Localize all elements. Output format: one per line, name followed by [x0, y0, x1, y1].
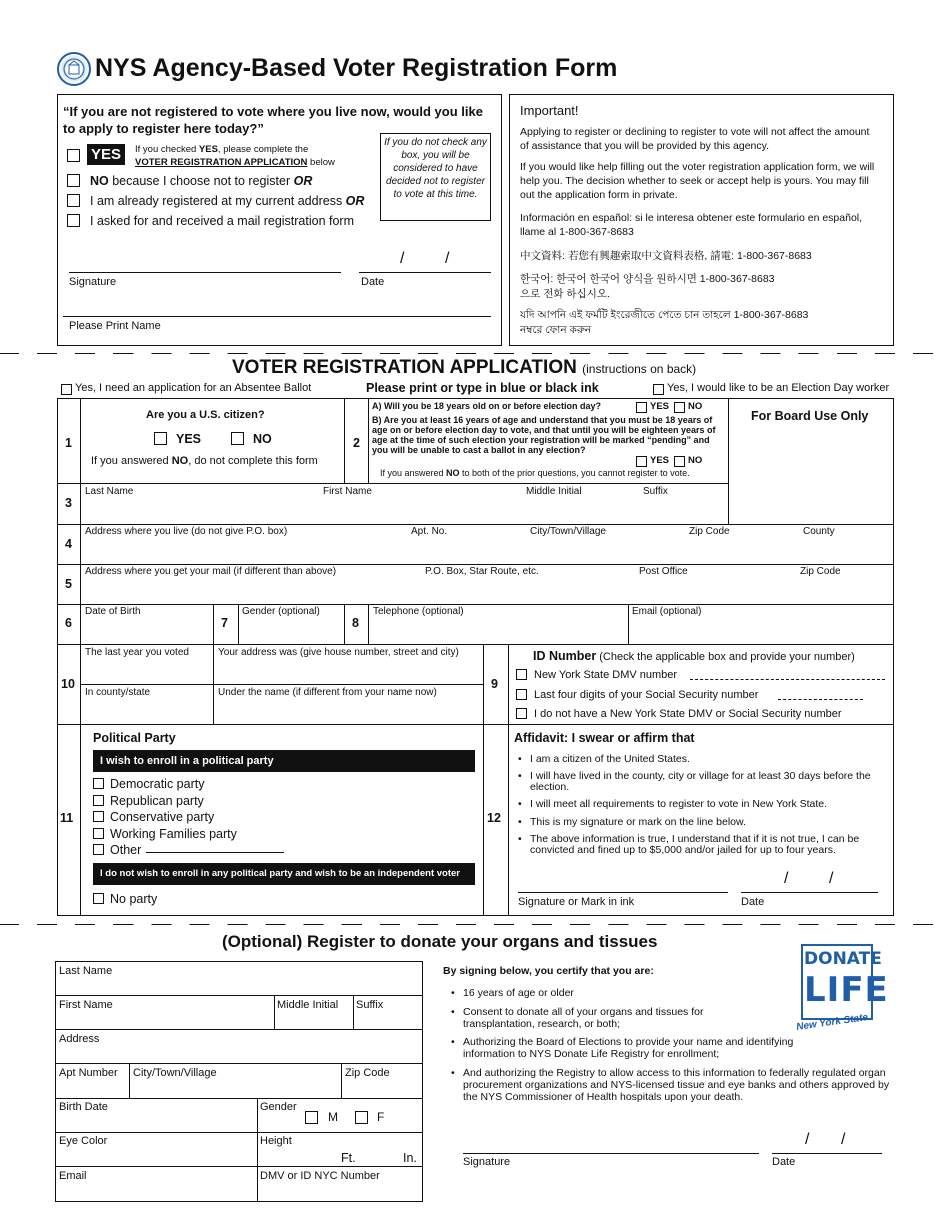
- organ-signature-input[interactable]: [463, 1126, 759, 1152]
- affidavit-title: Affidavit: I swear or affirm that: [514, 731, 695, 745]
- organ-apt-label: Apt Number: [59, 1067, 118, 1079]
- poll-worker-checkbox[interactable]: [653, 384, 664, 395]
- board-use-label: For Board Use Only: [751, 409, 869, 423]
- age-question-a: A) Will you be 18 years old on or before election day?: [372, 401, 601, 411]
- gender-f-label: F: [377, 1110, 385, 1124]
- field-number: 12: [487, 811, 501, 825]
- party-label: Republican party: [110, 793, 204, 808]
- organ-email-label: Email: [59, 1170, 87, 1182]
- party-label: Other: [110, 843, 142, 857]
- party-checkbox[interactable]: [93, 778, 104, 789]
- yes-checkbox[interactable]: [67, 149, 80, 162]
- organ-gender-label: Gender: [260, 1101, 297, 1113]
- mail-form-label: I asked for and received a mail registration form: [90, 214, 355, 228]
- independent-bar: I do not wish to enroll in any political party and wish to be an independent voter: [93, 863, 475, 885]
- no-option-label: NO because I choose not to register OR: [90, 174, 313, 188]
- date-slash: /: [829, 870, 834, 887]
- sig-mark-label: Signature or Mark in ink: [518, 896, 635, 908]
- field-number: 7: [221, 616, 228, 630]
- spanish-info: Información en español: si le interesa obtener este formulario en español, llame al 1-800-367-8683: [520, 212, 863, 238]
- party-checkbox[interactable]: [93, 795, 104, 806]
- citizen-yes-checkbox[interactable]: [154, 432, 167, 445]
- organ-bullet: • Consent to donate all of your organs and tissues for transplantation, research, or both;: [451, 1006, 751, 1030]
- field-number: 1: [65, 436, 72, 450]
- affidavit-item: • I will meet all requirements to register to vote in New York State.: [518, 798, 883, 810]
- party-checkbox[interactable]: [93, 811, 104, 822]
- cut-line: [0, 924, 950, 925]
- date-label: Date: [361, 276, 385, 288]
- absentee-label: Yes, I need an application for an Absentee Ballot: [75, 382, 312, 394]
- ssn-input[interactable]: [778, 692, 863, 700]
- id-none-label: I do not have a New York State DMV or Social Security number: [534, 708, 842, 720]
- party-label: Working Families party: [110, 826, 237, 841]
- dob-label: Date of Birth: [85, 606, 141, 617]
- affidavit-item: • I will have lived in the county, city or village for at least 30 days before the election.: [518, 771, 883, 793]
- field-number: 9: [491, 677, 498, 691]
- age-a-no-checkbox[interactable]: [674, 402, 685, 413]
- age-a-yes-label: YES: [650, 401, 670, 412]
- affidavit-item: • This is my signature or mark on the line below.: [518, 816, 883, 828]
- age-question-b: B) Are you at least 16 years of age and understand that you must be 18 years of age on or before election day to vote, and that until you will be eighteen years of age at the time of such election your registration will be marked “pending” and you will be unable to cast a ballot in any election?: [372, 415, 716, 455]
- party-title: Political Party: [93, 731, 176, 745]
- field-number: 10: [61, 677, 75, 691]
- county-label: County: [803, 526, 835, 537]
- no-check-note: If you do not check any box, you will be considered to have decided not to register to vote at this time.: [384, 137, 487, 200]
- age-b-yes-label: YES: [650, 455, 670, 466]
- print-name-label: Please Print Name: [69, 320, 161, 332]
- prev-name-label: Under the name (if different from your name now): [218, 687, 437, 698]
- field-number: 11: [60, 811, 74, 825]
- height-ft-label: Ft.: [341, 1151, 356, 1165]
- cut-line: [0, 353, 950, 354]
- organ-city-label: City/Town/Village: [133, 1067, 217, 1079]
- affidavit-signature-input[interactable]: [518, 866, 728, 891]
- party-label: Democratic party: [110, 777, 205, 791]
- date-slash: /: [445, 250, 450, 267]
- field-number: 6: [65, 616, 72, 630]
- organ-title: (Optional) Register to donate your organs and tissues: [222, 932, 658, 951]
- citizen-question: Are you a U.S. citizen?: [146, 409, 265, 421]
- application-title: VOTER REGISTRATION APPLICATION (instructions on back): [232, 357, 697, 378]
- prev-address-label: Your address was (give house number, street and city): [218, 647, 459, 658]
- yes-note: If you checked YES, please complete the VOTER REGISTRATION APPLICATION below: [135, 144, 335, 168]
- signature-label: Signature: [69, 276, 117, 288]
- poll-worker-label: Yes, I would like to be an Election Day worker: [667, 382, 890, 394]
- mail-form-checkbox[interactable]: [67, 214, 80, 227]
- age-note: If you answered NO to both of the prior questions, you cannot register to vote.: [380, 468, 690, 478]
- citizen-no-checkbox[interactable]: [231, 432, 244, 445]
- absentee-checkbox[interactable]: [61, 384, 72, 395]
- affidavit-item: • I am a citizen of the United States.: [518, 753, 883, 765]
- telephone-label: Telephone (optional): [373, 606, 464, 617]
- address-live-input[interactable]: [82, 538, 892, 562]
- yes-badge: YES: [87, 144, 125, 165]
- already-registered-checkbox[interactable]: [67, 194, 80, 207]
- no-checkbox[interactable]: [67, 174, 80, 187]
- party-label: Conservative party: [110, 810, 215, 824]
- organ-bullet: • 16 years of age or older: [451, 987, 781, 999]
- organ-last-name-label: Last Name: [59, 965, 113, 977]
- party-enroll-bar: I wish to enroll in a political party: [93, 750, 475, 772]
- middle-initial-label: Middle Initial: [526, 486, 582, 497]
- organ-bullet: • Authorizing the Board of Elections to provide your name and identifying information to NYS Donate Life Registry for enrollment;: [451, 1036, 811, 1060]
- name-input[interactable]: [82, 498, 726, 522]
- party-checkbox[interactable]: [93, 828, 104, 839]
- gender-m-label: M: [328, 1110, 338, 1124]
- address-mail-label: Address where you get your mail (if different than above): [85, 566, 337, 577]
- email-label: Email (optional): [632, 606, 702, 617]
- id-dmv-label: New York State DMV number: [534, 669, 678, 681]
- important-p1: Applying to register or declining to register to vote will not affect the amount of assistance that you will be provided by this agency.: [520, 126, 870, 152]
- important-title: Important!: [520, 103, 579, 118]
- offer-question: “If you are not registered to vote where you live now, would you like to apply to register here today?”: [63, 104, 483, 136]
- korean-info: 한국어: 한국어 한국어 양식을 원하시면 1-800-367-8683 으로 전화 하십시오.: [520, 273, 775, 300]
- age-b-no-checkbox[interactable]: [674, 456, 685, 467]
- date-slash: /: [841, 1131, 846, 1148]
- gender-f-checkbox[interactable]: [355, 1111, 368, 1124]
- age-a-yes-checkbox[interactable]: [636, 402, 647, 413]
- first-name-label: First Name: [323, 486, 372, 497]
- id-ssn-label: Last four digits of your Social Security number: [534, 689, 759, 701]
- organ-suffix-label: Suffix: [356, 999, 384, 1011]
- county-state-label: In county/state: [85, 687, 151, 698]
- page-title: NYS Agency-Based Voter Registration Form: [95, 54, 618, 82]
- last-voted-label: The last year you voted: [85, 647, 189, 658]
- organ-dmv-label: DMV or ID NYC Number: [260, 1170, 380, 1182]
- zip-label: Zip Code: [689, 526, 730, 537]
- other-party-input[interactable]: [146, 838, 284, 853]
- dmv-number-input[interactable]: [690, 672, 885, 680]
- organ-zip-label: Zip Code: [345, 1067, 390, 1079]
- last-name-label: Last Name: [85, 486, 134, 497]
- age-a-no-label: NO: [688, 401, 703, 412]
- affidavit-item: • The above information is true, I understand that if it is not true, I can be convicted and fined up to $5,000 and/or jailed for up to four years.: [518, 834, 883, 856]
- organ-signature-label: Signature: [463, 1156, 511, 1168]
- field-number: 4: [65, 537, 72, 551]
- post-office-label: Post Office: [639, 566, 688, 577]
- date-slash: /: [400, 250, 405, 267]
- citizen-yes-label: YES: [176, 432, 202, 446]
- party-checkbox[interactable]: [93, 844, 104, 855]
- organ-middle-label: Middle Initial: [277, 999, 339, 1011]
- organ-first-name-label: First Name: [59, 999, 113, 1011]
- id-dmv-checkbox[interactable]: [516, 669, 527, 680]
- no-party-checkbox[interactable]: [93, 893, 104, 904]
- city-label: City/Town/Village: [530, 526, 606, 537]
- print-note: Please print or type in blue or black ink: [366, 381, 599, 395]
- gender-label: Gender (optional): [242, 606, 320, 617]
- no-party-label: No party: [110, 892, 158, 906]
- organ-height-label: Height: [260, 1135, 292, 1147]
- age-b-no-label: NO: [688, 455, 703, 466]
- already-registered-label: I am already registered at my current address OR: [90, 194, 365, 208]
- date-slash: /: [805, 1131, 810, 1148]
- age-b-yes-checkbox[interactable]: [636, 456, 647, 467]
- mail-zip-label: Zip Code: [800, 566, 841, 577]
- logo-donate-text: DONATE: [804, 949, 882, 969]
- nys-seal-icon: [57, 52, 91, 86]
- organ-date-label: Date: [772, 1156, 796, 1168]
- apt-label: Apt. No.: [411, 526, 448, 537]
- po-box-label: P.O. Box, Star Route, etc.: [425, 566, 539, 577]
- address-live-label: Address where you live (do not give P.O. box): [85, 526, 288, 537]
- field-number: 2: [353, 436, 360, 450]
- organ-address-label: Address: [59, 1033, 100, 1045]
- logo-life-text: LIFE: [804, 970, 889, 1010]
- field-number: 8: [352, 616, 359, 630]
- chinese-info: 中文資料: 若您有興趣索取中文資料表格, 請電: 1-800-367-8683: [520, 250, 812, 262]
- id-ssn-checkbox[interactable]: [516, 689, 527, 700]
- citizen-no-label: NO: [253, 432, 272, 446]
- affidavit-date-label: Date: [741, 896, 765, 908]
- organ-certify: By signing below, you certify that you are:: [443, 965, 654, 977]
- organ-birth-label: Birth Date: [59, 1101, 108, 1113]
- organ-bullet: • And authorizing the Registry to allow access to this information to federally regulated organ procurement organizations and NYS-licensed tissue and eye banks and others approved by the NYS Commissioner of Health hospitals upon your death.: [451, 1067, 896, 1103]
- date-slash: /: [784, 870, 789, 887]
- bengali-info: যদি আপনি এই ফর্মটি ইংরেজীতে পেতে চান তাহলে 1-800-367-8683 নম্বরে ফোন করুন: [520, 309, 809, 336]
- important-p2: If you would like help filling out the voter registration application form, we will help you. The decision whether to seek or accept help is yours. You may fill out the application form in private.: [520, 161, 875, 201]
- organ-eye-label: Eye Color: [59, 1135, 108, 1147]
- gender-m-checkbox[interactable]: [305, 1111, 318, 1124]
- id-none-checkbox[interactable]: [516, 708, 527, 719]
- field-number: 3: [65, 496, 72, 510]
- field-number: 5: [65, 577, 72, 591]
- id-number-title: ID Number (Check the applicable box and provide your number): [533, 649, 855, 663]
- height-in-label: In.: [403, 1151, 417, 1165]
- citizen-note: If you answered NO, do not complete this form: [91, 455, 318, 467]
- signature-input[interactable]: [69, 245, 341, 271]
- address-mail-input[interactable]: [82, 578, 892, 602]
- logo-subtitle: New York State: [795, 1012, 869, 1033]
- suffix-label: Suffix: [643, 486, 668, 497]
- donate-life-logo: [795, 944, 889, 1033]
